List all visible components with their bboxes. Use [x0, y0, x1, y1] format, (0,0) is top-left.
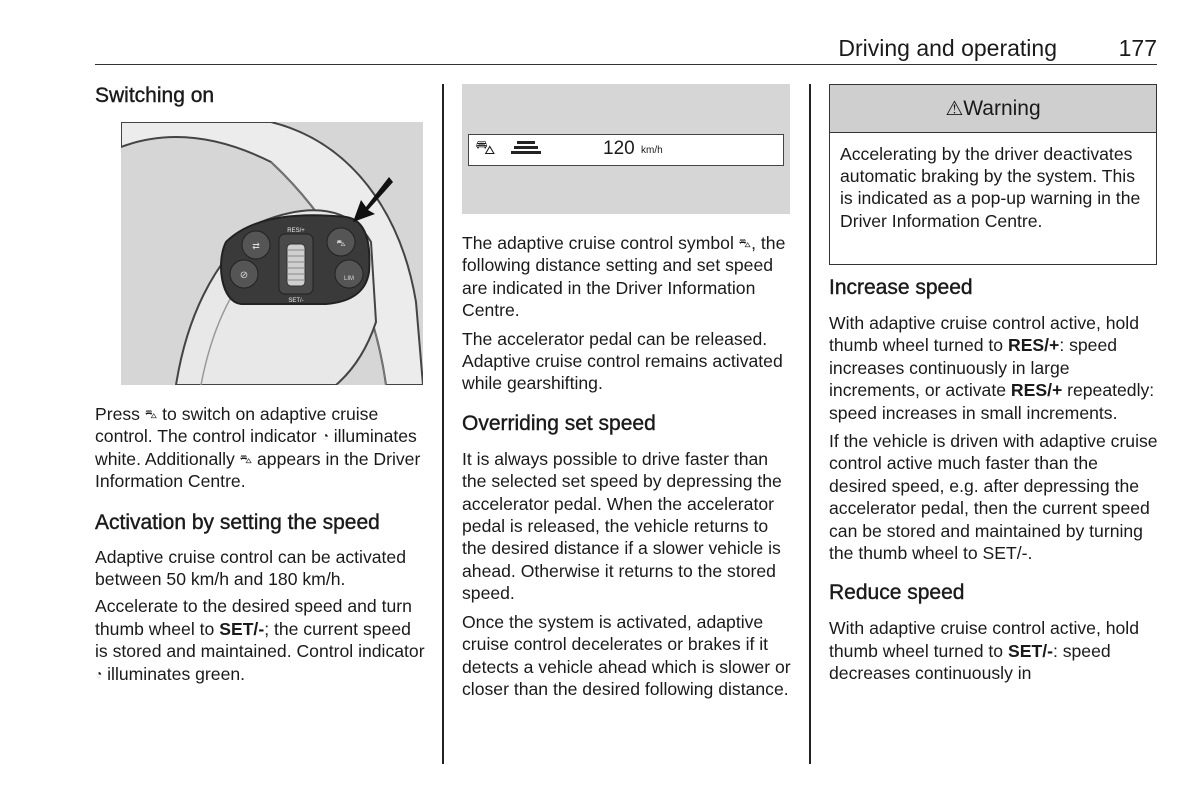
set-speed-value: 120 — [603, 138, 635, 159]
driver-information-display-illustration — [462, 84, 790, 214]
adaptive-cruise-vehicle-icon: ⛍ — [475, 137, 496, 159]
paragraph-symbol: The adaptive cruise control symbol ⛍, the following distance setting and set speed are indicated in the Driver Information Centre. — [462, 233, 786, 321]
lim-label: LIM — [343, 276, 355, 282]
paragraph-activation: Adaptive cruise control can be activated between 50 km/h and 180 km/h. — [95, 546, 407, 590]
section-title: Driving and operating — [838, 35, 1057, 61]
speedometer-indicator-icon: ◔ — [95, 666, 103, 681]
paragraph-once-activated: Once the system is activated, adaptive cruise control decelerates or brakes if it detects a vehicle ahead which is slower or closer than the desired following distance. — [462, 611, 791, 699]
adaptive-cruise-vehicle-icon: ⛍ — [239, 451, 253, 466]
warning-triangle-icon: ⚠ — [945, 98, 964, 120]
steering-wheel-illustration — [121, 122, 423, 385]
paragraph-press: Press ⛍ to switch on adaptive cruise control. The control indicator ◔ illuminates white. Additionally ⛍ appears in the Driver Information Centre. — [95, 404, 421, 492]
res-label: RES/+ — [287, 228, 305, 234]
column-1 — [95, 84, 425, 108]
adaptive-cruise-vehicle-icon: ⛍ — [144, 407, 158, 421]
warning-header — [830, 85, 1156, 133]
following-distance-icon — [511, 139, 541, 159]
adaptive-cruise-vehicle-icon: ⛍ — [738, 236, 752, 250]
column-divider-right — [809, 84, 811, 764]
heading-overriding: Overriding set speed — [462, 411, 656, 435]
display-panel — [468, 134, 784, 166]
set-label: SET/- — [288, 298, 304, 304]
heading-increase-speed: Increase speed — [829, 276, 973, 299]
page-number: 177 — [1118, 35, 1157, 61]
heading-switching-on: Switching on — [95, 84, 215, 107]
set-speed-unit: km/h — [641, 145, 663, 156]
heading-activation: Activation by setting the speed — [95, 510, 380, 534]
warning-title: Warning — [963, 97, 1041, 120]
paragraph-driven-faster: If the vehicle is driven with adaptive cruise control active much faster than the desired speed, e.g. after depressing the accelerator pedal, then the current speed can be stored and maintained by turning the thumb wheel to SET/-. — [829, 431, 1158, 564]
paragraph-reduce: With adaptive cruise control active, hold thumb wheel turned to SET/-: speed decreases continuously in — [829, 618, 1139, 684]
paragraph-pedal: The accelerator pedal can be released. Adaptive cruise control remains activated while gearshifting. — [462, 328, 783, 394]
paragraph-accelerate: Accelerate to the desired speed and turn thumb wheel to SET/-; the current speed is stored and maintained. Control indicator ◔ illuminates green. — [95, 596, 425, 684]
column-divider-left — [442, 84, 444, 764]
column-2-text — [462, 232, 792, 700]
page-header — [95, 34, 1157, 65]
warning-text: Accelerating by the driver deactivates automatic braking by the system. This is indicated as a pop-up warning in the Driver Information Centre. — [840, 144, 1141, 231]
svg-text:⊘: ⊘ — [239, 270, 249, 281]
svg-text:⛍: ⛍ — [336, 238, 346, 248]
warning-box — [829, 84, 1157, 265]
column-3-text — [829, 276, 1159, 685]
paragraph-override: It is always possible to drive faster than the selected set speed by depressing the accelerator pedal. When the accelerator pedal is released, the vehicle returns to the desired distance if a slower vehicle is ahead. Otherwise it returns to the stored speed. — [462, 448, 782, 604]
speedometer-indicator-icon: ◔ — [321, 429, 329, 444]
svg-text:⇄: ⇄ — [252, 241, 260, 251]
column-1-text — [95, 403, 425, 685]
paragraph-increase: With adaptive cruise control active, hold thumb wheel turned to RES/+: speed increases continuously in large increments, or activate RES/+ repeatedly: speed increases in small increments. — [829, 313, 1155, 423]
heading-reduce-speed: Reduce speed — [829, 581, 965, 605]
